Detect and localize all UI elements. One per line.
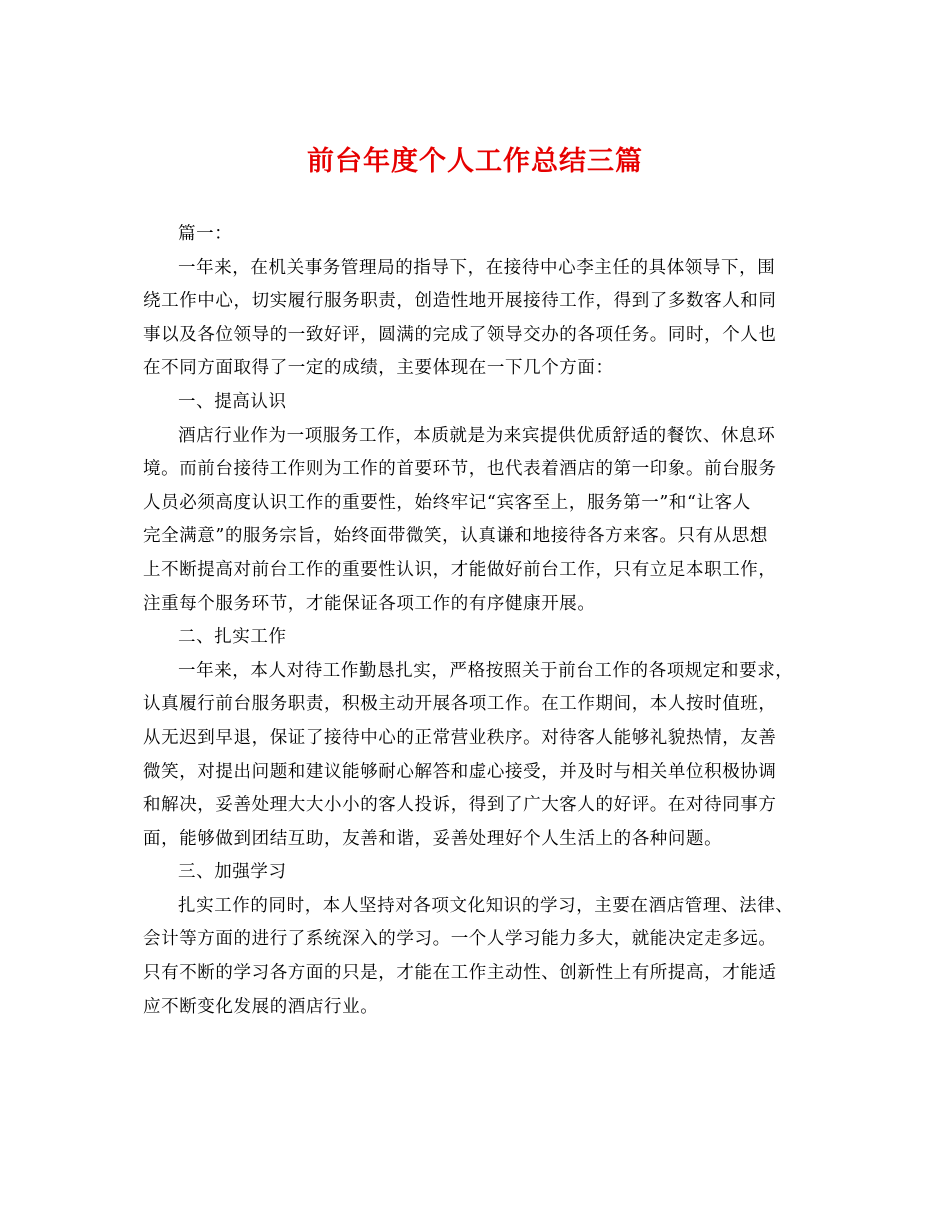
paragraph-line: 一、提高认识: [178, 391, 287, 412]
paragraph-line: 境。而前台接待工作则为工作的首要环节，也代表着酒店的第一印象。前台服务: [143, 459, 777, 480]
paragraph-line: 面，能够做到团结互助，友善和谐，妥善处理好个人生活上的各种问题。: [143, 828, 723, 849]
paragraph-line: 一年来，在机关事务管理局的指导下，在接待中心李主任的具体领导下，围: [178, 257, 776, 278]
document-body: [143, 218, 803, 1024]
document-title: 前台年度个人工作总结三篇: [307, 146, 643, 177]
paragraph-line: 扎实工作的同时，本人坚持对各项文化知识的学习，主要在酒店管理、法律、: [178, 895, 794, 916]
paragraph-line: 认真履行前台服务职责，积极主动开展各项工作。在工作期间，本人按时值班，: [143, 694, 777, 715]
paragraph-intro: [143, 252, 803, 386]
paragraph-line: 三、加强学习: [178, 862, 287, 883]
section-heading-strengthen-learning: [143, 856, 803, 890]
paragraph-line: 在不同方面取得了一定的成绩，主要体现在一下几个方面：: [143, 358, 614, 379]
paragraph-line: 一年来，本人对待工作勤恳扎实，严格按照关于前台工作的各项规定和要求，: [178, 660, 794, 681]
paragraph-line: 酒店行业作为一项服务工作，本质就是为来宾提供优质舒适的餐饮、休息环: [178, 425, 776, 446]
paragraph-line: 和解决，妥善处理大大小小的客人投诉，得到了广大客人的好评。在对待同事方: [143, 795, 777, 816]
paragraph-line: 应不断变化发展的酒店行业。: [143, 996, 379, 1017]
paragraph-line: 二、扎实工作: [178, 627, 287, 648]
paragraph-heading-part-one: [143, 218, 803, 252]
paragraph-line: 从无迟到早退，保证了接待中心的正常营业秩序。对待客人能够礼貌热情，友善: [143, 727, 777, 748]
paragraph-line: 会计等方面的进行了系统深入的学习。一个人学习能力多大，就能决定走多远。: [143, 929, 777, 950]
paragraph-line: 绕工作中心，切实履行服务职责，创造性地开展接待工作，得到了多数客人和同: [143, 291, 777, 312]
paragraph-line: 事以及各位领导的一致好评，圆满的完成了领导交办的各项任务。同时，个人也: [143, 324, 777, 345]
paragraph-solid-work: [143, 655, 803, 857]
paragraph-learning: [143, 890, 803, 1024]
paragraph-line: 人员必须高度认识工作的重要性，始终牢记“宾客至上，服务第一”和“让客人: [143, 492, 751, 513]
paragraph-line: 上不断提高对前台工作的重要性认识，才能做好前台工作，只有立足本职工作，: [143, 559, 777, 580]
paragraph-awareness: [143, 420, 803, 622]
section-heading-solid-work: [143, 621, 803, 655]
paragraph-line: 完全满意”的服务宗旨，始终面带微笑，认真谦和地接待各方来客。只有从思想: [143, 526, 768, 547]
paragraph-line: 注重每个服务环节，才能保证各项工作的有序健康开展。: [143, 593, 596, 614]
paragraph-line: 微笑，对提出问题和建议能够耐心解答和虚心接受，并及时与相关单位积极协调: [143, 761, 777, 782]
paragraph-line: 只有不断的学习各方面的只是，才能在工作主动性、创新性上有所提高，才能适: [143, 963, 777, 984]
paragraph-line: 篇一：: [178, 224, 233, 244]
section-heading-improve-awareness: [143, 386, 803, 420]
